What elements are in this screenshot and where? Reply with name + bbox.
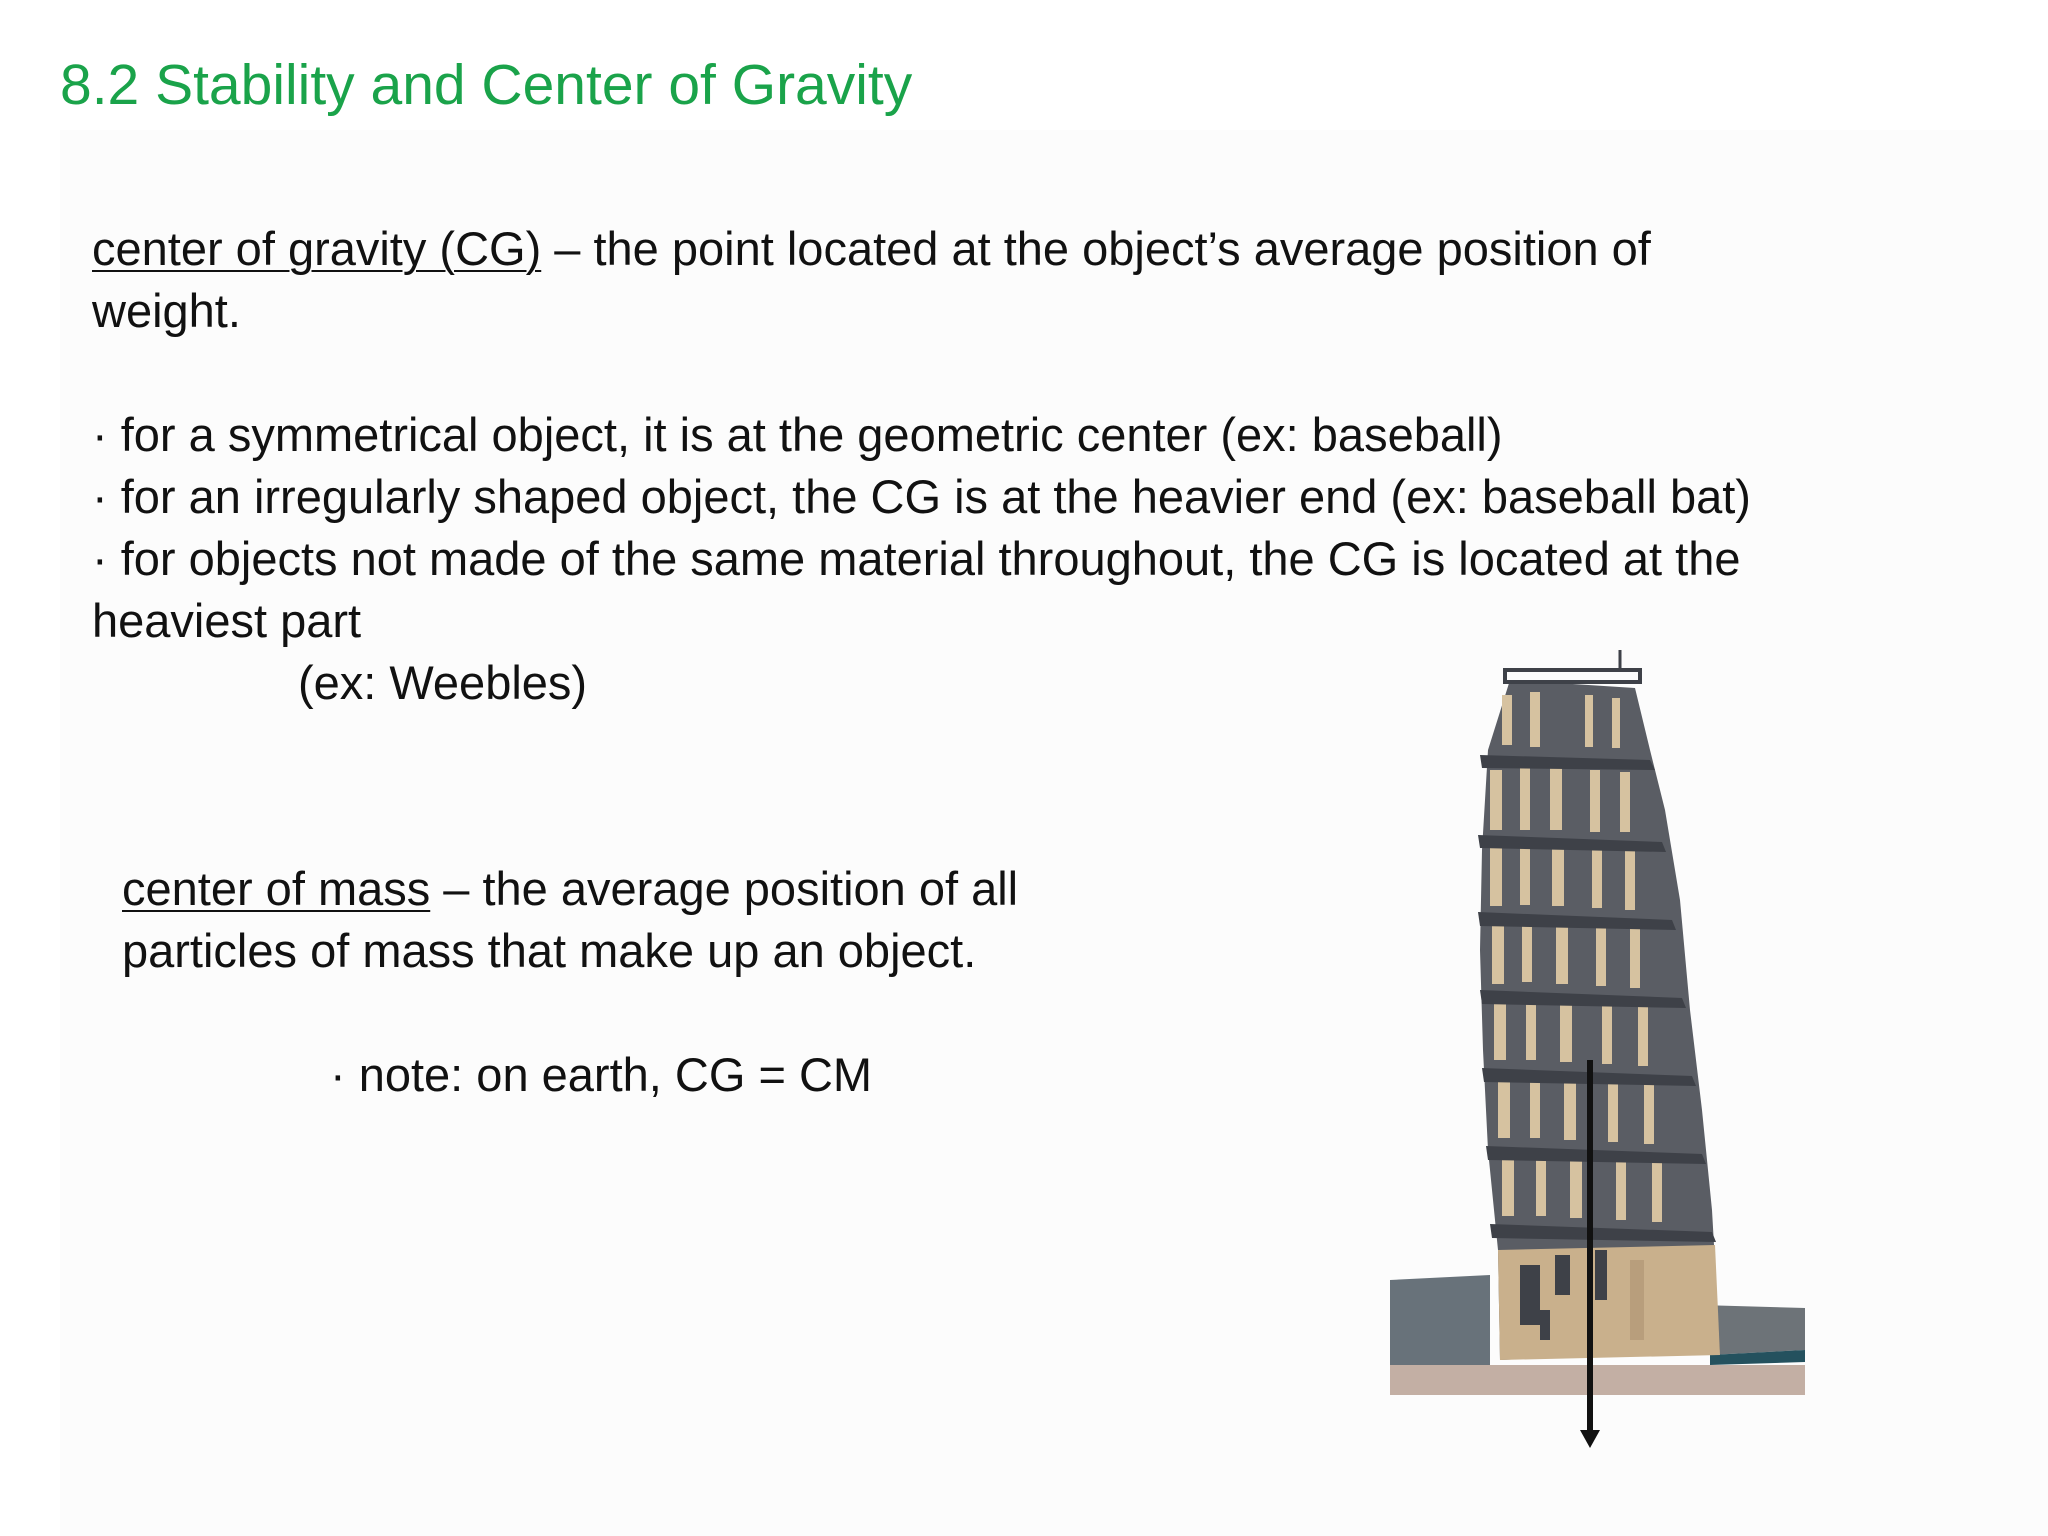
- bullet-irregular: · for an irregularly shaped object, the CG is at the heavier end (ex: baseball bat): [92, 470, 1751, 523]
- bullet-material: · for objects not made of the same material throughout, the CG is located at the: [92, 532, 1741, 585]
- cm-definition: [122, 858, 1018, 920]
- bullet-weebles-example: (ex: Weebles): [298, 656, 588, 709]
- cm-note: · note: on earth, CG = CM: [330, 1048, 873, 1101]
- slide-title: 8.2 Stability and Center of Gravity: [60, 53, 913, 117]
- bullet-symmetrical: · for a symmetrical object, it is at the geometric center (ex: baseball): [92, 408, 1503, 461]
- bullet-material-cont: heaviest part: [92, 594, 362, 647]
- leaning-tower-icon: [1380, 650, 1820, 1450]
- cg-def-line1: – the point located at the object’s average position of: [541, 222, 1651, 275]
- ground-base: [1390, 1365, 1805, 1395]
- cg-term: center of gravity (CG): [92, 222, 542, 275]
- cg-def-line2: weight.: [92, 284, 241, 337]
- cm-def-line1: – the average position of all: [430, 862, 1019, 915]
- cg-definition: [92, 218, 1651, 280]
- cm-def-line2: particles of mass that make up an object.: [122, 924, 977, 977]
- cm-term: center of mass: [122, 862, 431, 915]
- tower-body: [1478, 650, 1720, 1360]
